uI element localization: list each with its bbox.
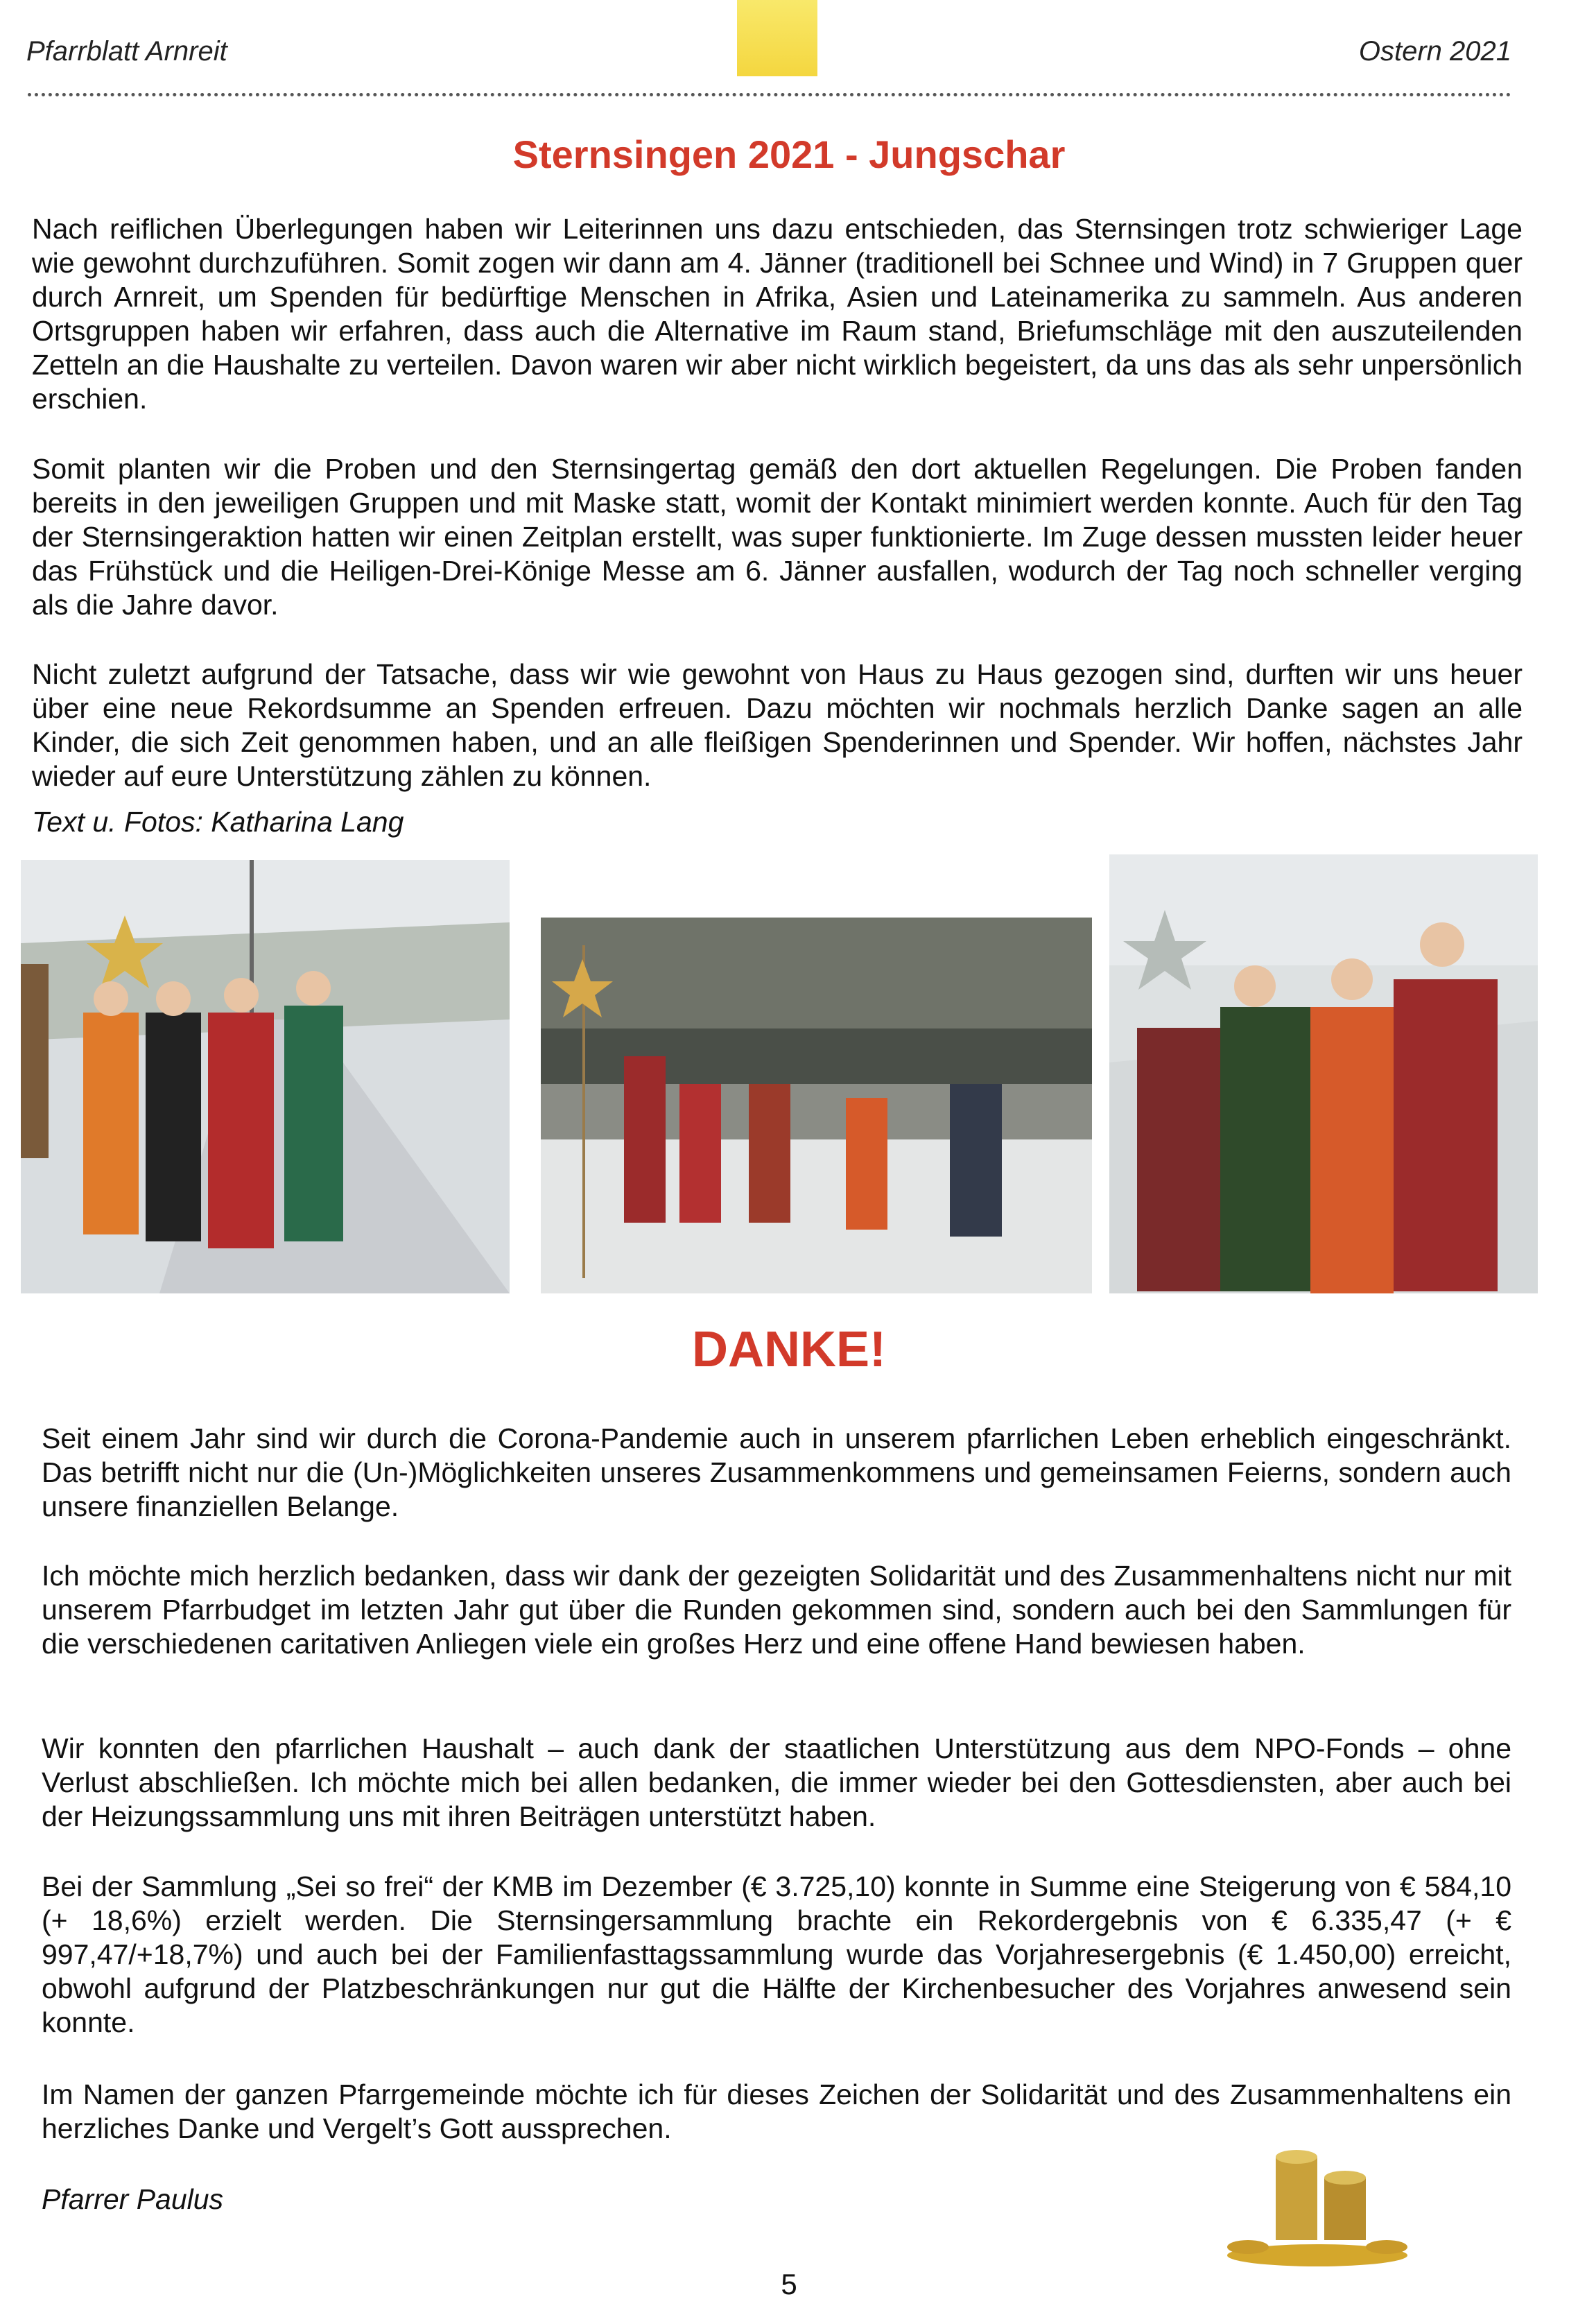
- header-divider: [28, 93, 1511, 96]
- article1-paragraph-1: Nach reiflichen Überlegungen haben wir Leiterinnen uns dazu entschieden, das Sternsingen trotz schwieriger Lage wie gewohnt durchzuführen. Somit zogen wir dann am 4. Jänner (traditionell bei Schnee und Wind) in 7 Gruppen quer durch Arnreit, um Spenden für bedürftige Menschen in Afrika, Asien und Lateinamerika zu sammeln. Aus anderen Ortsgruppen haben wir erfahren, dass auch die Alternative im Raum stand, Briefumschläge mit den auszuteilenden Zetteln an die Haushalte zu verteilen. Davon waren wir aber nicht wirklich begeistert, da uns das als sehr unpersönlich erschien.: [32, 213, 1523, 415]
- article2-paragraph-4: Bei der Sammlung „Sei so frei“ der KMB im Dezember (€ 3.725,10) konnte in Summe eine Steigerung von € 584,10 (+ 18,6%) erzielt werden. Die Sternsingersammlung brachte ein Rekordergebnis von € 6.335,47 (+ € 997,47/+18,7%) und auch bei der Familienfasttagssammlung wurde das Vorjahresergebnis (€ 1.450,00) erreicht, obwohl aufgrund der Platzbeschränkungen nur gut die Hälfte der Kirchenbesucher des Vorjahres anwesend sein konnte.: [42, 1870, 1511, 2038]
- photo-four-carolers-road: [21, 860, 510, 1293]
- page-tab-marker: [737, 0, 817, 76]
- article2-paragraph-2: Ich möchte mich herzlich bedanken, dass wir dank der gezeigten Solidarität und des Zusammenhaltens nicht nur mit unserem Pfarrbudget im letzten Jahr gut über die Runden gekommen sind, sondern auch bei den Sammlungen für die verschiedenen caritativen Anliegen viele ein großes Herz und eine offene Hand bewiesen haben.: [42, 1560, 1511, 1660]
- coins-illustration: [1220, 2129, 1414, 2268]
- header-publication: Pfarrblatt Arnreit: [26, 36, 227, 67]
- article-title-sternsingen: Sternsingen 2021 - Jungschar: [512, 132, 1066, 176]
- photo-three-kings-close: [1109, 854, 1538, 1293]
- article2-paragraph-5: Im Namen der ganzen Pfarrgemeinde möchte ich für dieses Zeichen der Solidarität und des Zusammenhaltens ein herzliches Danke und Vergelt’s Gott aussprechen.: [42, 2078, 1511, 2144]
- article-title-danke: DANKE!: [692, 1322, 886, 1377]
- page-number: 5: [781, 2268, 797, 2300]
- header-issue: Ostern 2021: [1358, 36, 1511, 67]
- article2-paragraph-3: Wir konnten den pfarrlichen Haushalt – auch dank der staatlichen Unterstützung aus dem NPO-Fonds – ohne Verlust abschließen. Ich möchte mich bei allen bedanken, die immer wieder bei den Gottesdiensten, aber auch bei der Heizungssammlung uns mit ihren Beiträgen unterstützt haben.: [42, 1732, 1511, 1832]
- article1-byline: Text u. Fotos: Katharina Lang: [32, 806, 404, 838]
- article1-paragraph-3: Nicht zuletzt aufgrund der Tatsache, dass wir wie gewohnt von Haus zu Haus gezogen sind, durften wir uns heuer über eine neue Rekordsumme an Spenden erfreuen. Dazu möchten wir nochmals herzlich Danke sagen an alle Kinder, die sich Zeit genommen haben, und an alle fleißigen Spenderinnen und Spender. Wir hoffen, nächstes Jahr wieder auf eure Unterstützung zählen zu können.: [32, 658, 1523, 792]
- photo-group-by-river: [541, 918, 1092, 1293]
- article1-paragraph-2: Somit planten wir die Proben und den Sternsingertag gemäß den dort aktuellen Regelungen. Die Proben fanden bereits in den jeweiligen Gruppen und mit Maske statt, womit der Kontakt minimiert werden konnte. Auch für den Tag der Sternsingeraktion hatten wir einen Zeitplan erstellt, was super funktionierte. Im Zuge dessen mussten leider heuer das Frühstück und die Heiligen-Drei-Könige Messe am 6. Jänner ausfallen, wodurch der Tag noch schneller verging als die Jahre davor.: [32, 453, 1523, 621]
- article2-paragraph-1: Seit einem Jahr sind wir durch die Corona-Pandemie auch in unserem pfarrlichen Leben erheblich eingeschränkt. Das betrifft nicht nur die (Un-)Möglichkeiten unseres Zusammenkommens und gemeinsamen Feierns, sondern auch unsere finanziellen Belange.: [42, 1422, 1511, 1522]
- signature: Pfarrer Paulus: [42, 2183, 224, 2215]
